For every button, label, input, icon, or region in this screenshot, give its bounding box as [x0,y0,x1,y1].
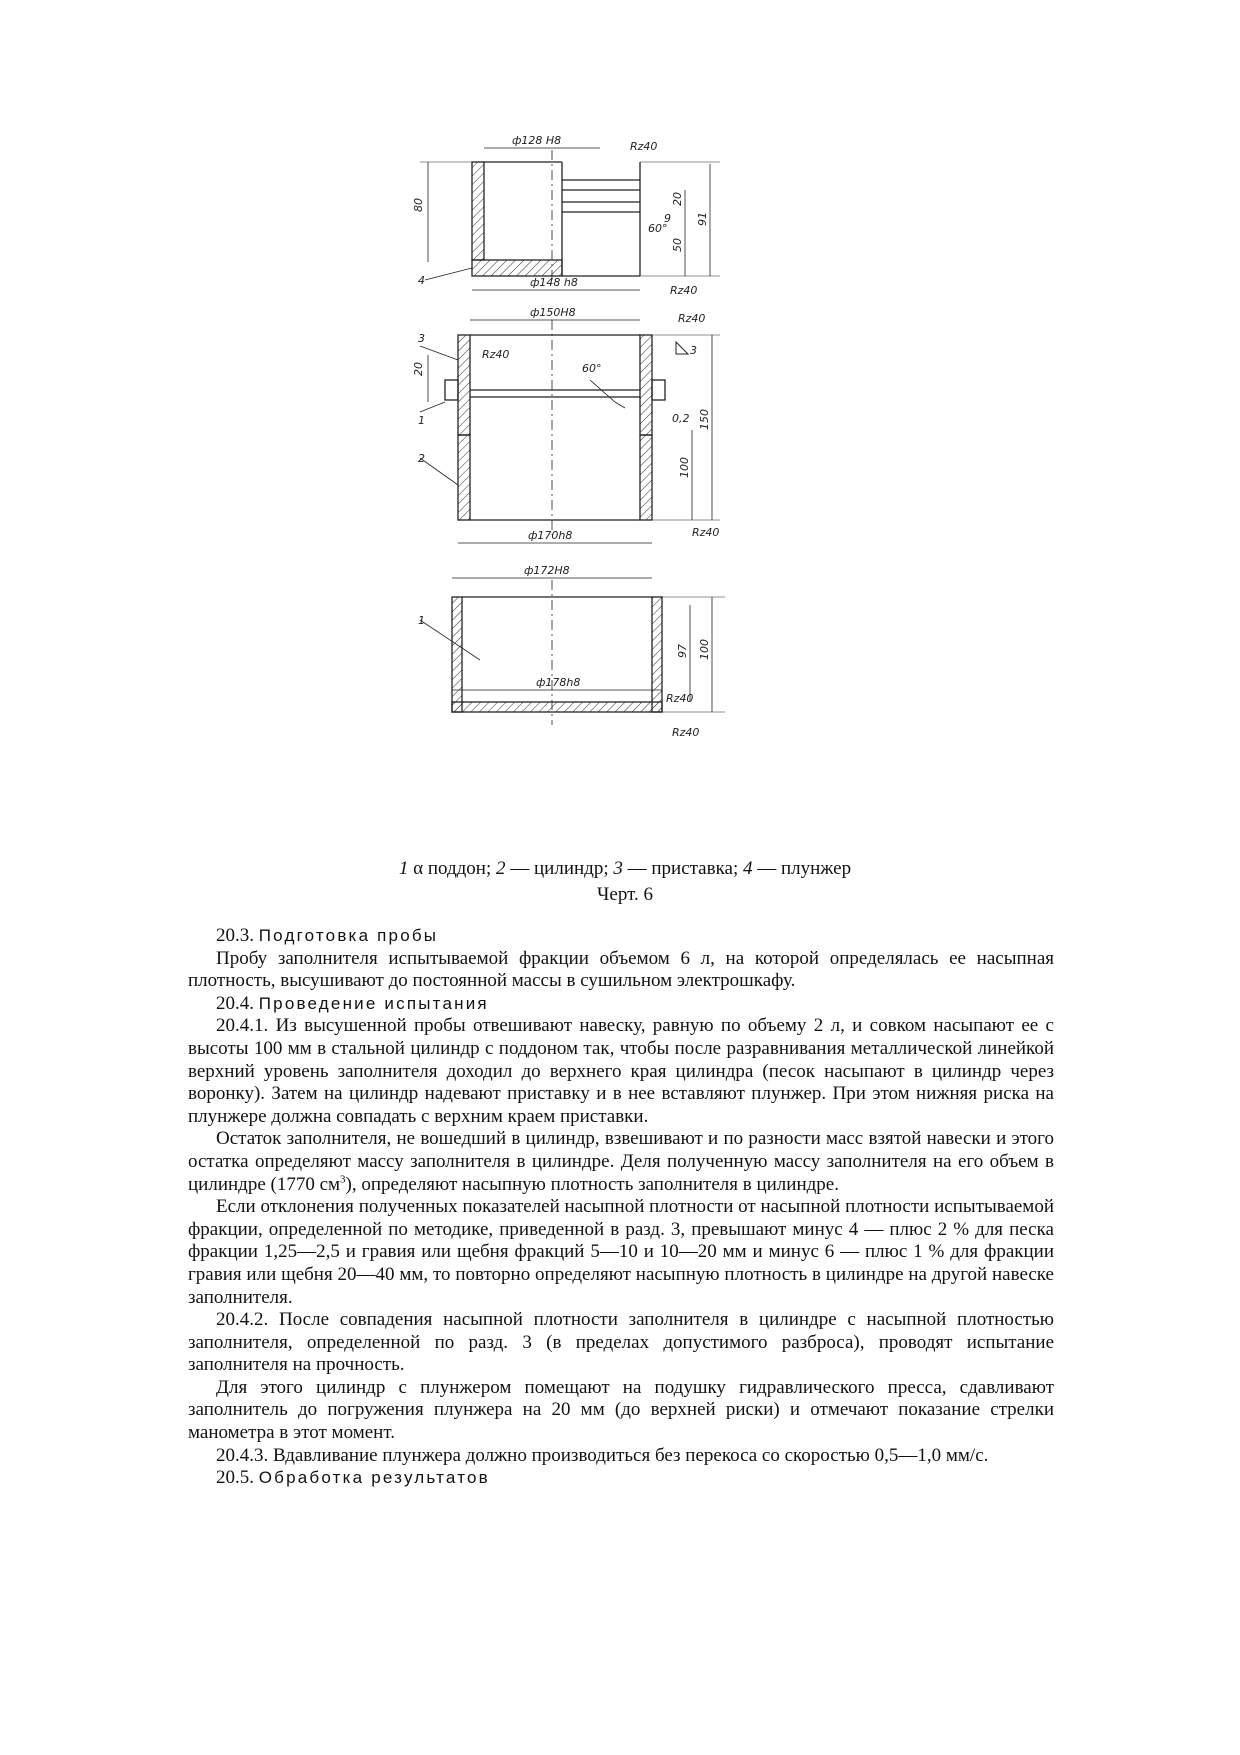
caption-symbol: α [413,858,424,879]
dim-h20a: 20 [671,192,684,206]
caption-text-4: — плунжер [752,858,852,879]
paragraph-4: Если отклонения полученных показателей насыпной плотности от насыпной плотности испытываемой фракции, определенной по методике, приведенной в разд. 3, превышают минус 4 — плюс 2 % для песка фракции 1,25—2,5 и гравия или щебня фракций 5—10 и 10—20 мм и минус 6 — плюс 1 % для фракции гравия или щебня 20—40 мм, то повторно определяют насыпную плотность в цилиндре на другой навеске заполнителя. [188,1196,1054,1308]
dim-h100b: 100 [698,639,711,660]
plunger-wall [472,162,484,260]
section-20-4-heading [188,993,1054,1016]
rz-5: Rz40 [692,526,720,539]
caption-num-2: 2 [496,858,506,879]
dim-d170: ф170h8 [528,529,573,542]
dim-d02: 0,2 [672,412,690,425]
caption-num-3: 3 [613,858,623,879]
paragraph-2: 20.4.1. Из высушенной пробы отвешивают навеску, равную по объему 2 л, и совком насыпают ее с высоты 100 мм в стальной цилиндр с поддоном так, чтобы после разравнивания металлической линейкой верхний уровень заполнителя доходил до верхнего края цилиндра (песок насыпают в цилиндр через воронку). Затем на цилиндр надевают приставку и в нее вставляют плунжер. При этом нижняя риска на плунжере должна совпадать с верхним краем приставки. [188,1015,1054,1127]
cylinder-right [640,435,652,520]
dim-ang60b: 60° [648,222,668,235]
rz-7: Rz40 [672,726,700,739]
tray-left [452,597,462,712]
tray-bottom [452,702,662,712]
section-title: Подготовка пробы [258,926,439,945]
paragraph-3 [188,1128,1054,1196]
caption-text-2: — цилиндр; [505,858,614,879]
dim-d150: ф150Н8 [530,306,576,319]
caption-num-4: 4 [742,858,753,879]
dim-ang60a: 60° [582,362,602,375]
section-20-3-heading [188,925,1054,948]
dim-d178: ф178h8 [536,676,581,689]
tray-right [652,597,662,712]
cylinder-left [458,435,470,520]
caption-text-1: поддон; [423,858,496,879]
superscript: 3 [340,1173,346,1186]
rz-3: Rz40 [678,312,706,325]
label-3: 3 [418,332,425,345]
rz-4: Rz40 [482,348,510,361]
dim-tri3: 3 [690,344,697,357]
label-1: 1 [418,614,425,627]
dim-h100a: 100 [678,457,691,478]
plunger-base [472,260,562,276]
attachment-right [640,335,652,435]
dim-h150: 150 [698,409,711,430]
dim-h97: 97 [676,644,689,658]
drawing-svg [412,134,830,840]
caption-text-3: — приставка; [622,858,743,879]
section-20-5-heading [188,1467,1054,1490]
dim-h80: 80 [412,198,425,212]
dim-d128: ф128 Н8 [512,134,562,147]
caption-num-1: 1 [398,858,409,879]
label-1a: 1 [418,414,425,427]
section-number: 20.4. [216,992,259,1014]
label-4: 4 [418,274,425,287]
body-text [188,925,1054,1490]
paragraph-3-part-b: ), определяют насыпную плотность заполнителя в цилиндре. [345,1173,839,1195]
section-title: Обработка результатов [258,1468,490,1488]
dim-h20b: 20 [412,362,425,376]
paragraph-3-part-a: Остаток заполнителя, не вошедший в цилиндр, взвешивают и по разности масс взятой навески и этого остатка определяют массу заполнителя в цилиндре. Деля полученную массу заполнителя на его объем в цилиндре (1770 см [188,1128,1054,1195]
paragraph-1: Пробу заполнителя испытываемой фракции объемом 6 л, на которой определялась ее насыпная плотность, высушивают до постоянной массы в сушильном электрошкафу. [188,947,1054,992]
section-number: 20.3. [216,925,259,946]
technical-drawing [412,134,830,840]
dim-small9: 9 [664,212,671,225]
paragraph-7: 20.4.3. Вдавливание плунжера должно производиться без перекоса со скоростью 0,5—1,0 мм/с. [216,1444,989,1466]
dim-d148: ф148 h8 [530,276,578,289]
figure-caption [190,856,1060,881]
label-2: 2 [418,452,425,465]
section-title: Проведение испытания [258,993,489,1013]
paragraph-5: 20.4.2. После совпадения насыпной плотности заполнителя в цилиндре с насыпной плотностью заполнителя, определенной по разд. 3 (в пределах допустимого разброса), проводят испытание заполнителя на прочность. [188,1309,1054,1376]
paragraph-6: Для этого цилиндр с плунжером помещают на подушку гидравлического пресса, сдавливают заполнитель до погружения плунжера на 20 мм (до верхней риски) и отмечают показание стрелки манометра в этот момент. [188,1376,1054,1444]
rz-2: Rz40 [670,284,698,297]
dim-d172: ф172Н8 [524,564,570,577]
figure-number: Черт. 6 [597,884,653,905]
rz-1: Rz40 [630,140,658,153]
section-number: 20.5. [216,1467,259,1489]
dim-h50: 50 [671,238,684,252]
rz-6: Rz40 [666,692,694,705]
dim-h91: 91 [696,212,709,226]
attachment-left [458,335,470,435]
